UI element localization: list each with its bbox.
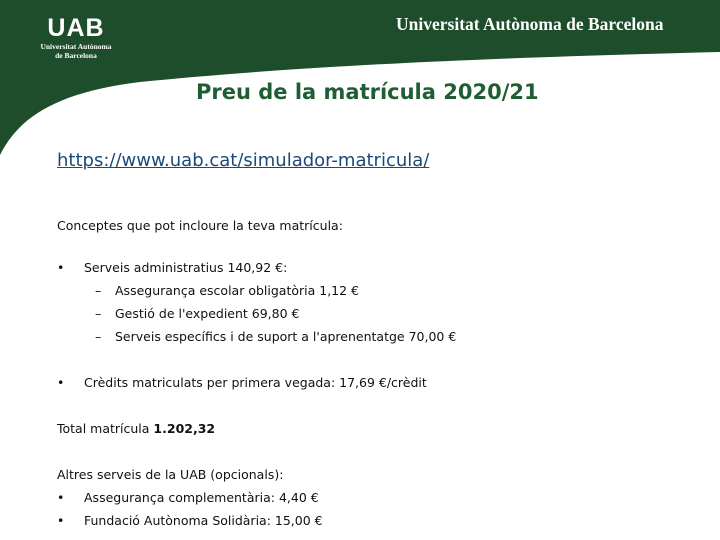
logo-mark: UAB xyxy=(47,14,105,42)
uab-logo[interactable] xyxy=(28,14,124,60)
bullet: • xyxy=(57,490,65,505)
optional-heading: Altres serveis de la UAB (opcionals): xyxy=(57,467,284,482)
simulator-link[interactable]: https://www.uab.cat/simulador-matricula/ xyxy=(57,150,430,171)
university-name: Universitat Autònoma de Barcelona xyxy=(396,14,664,34)
bullet: • xyxy=(57,375,65,390)
bullet: • xyxy=(57,513,65,528)
dash: – xyxy=(95,283,102,298)
intro-text: Conceptes que pot incloure la teva matrícula: xyxy=(57,218,343,233)
total-value: 1.202,32 xyxy=(153,421,216,436)
sub-item-text: Serveis específics i de suport a l'aprenentatge 70,00 € xyxy=(115,329,457,344)
dash: – xyxy=(95,306,102,321)
item-text: Assegurança complementària: 4,40 € xyxy=(84,490,319,505)
sub-item-text: Gestió de l'expedient 69,80 € xyxy=(115,306,300,321)
page-title: Preu de la matrícula 2020/21 xyxy=(196,80,539,104)
bullet: • xyxy=(57,260,65,275)
item-text: Serveis administratius 140,92 €: xyxy=(84,260,288,275)
item-text: Fundació Autònoma Solidària: 15,00 € xyxy=(84,513,323,528)
sub-item-text: Assegurança escolar obligatòria 1,12 € xyxy=(115,283,359,298)
logo-line-1: Universitat Autònoma xyxy=(40,42,112,51)
dash: – xyxy=(95,329,102,344)
item-text: Crèdits matriculats per primera vegada: 17,69 €/crèdit xyxy=(84,375,427,390)
total-line xyxy=(57,421,215,436)
logo-line-2: de Barcelona xyxy=(55,51,97,60)
total-label: Total matrícula xyxy=(57,421,154,436)
